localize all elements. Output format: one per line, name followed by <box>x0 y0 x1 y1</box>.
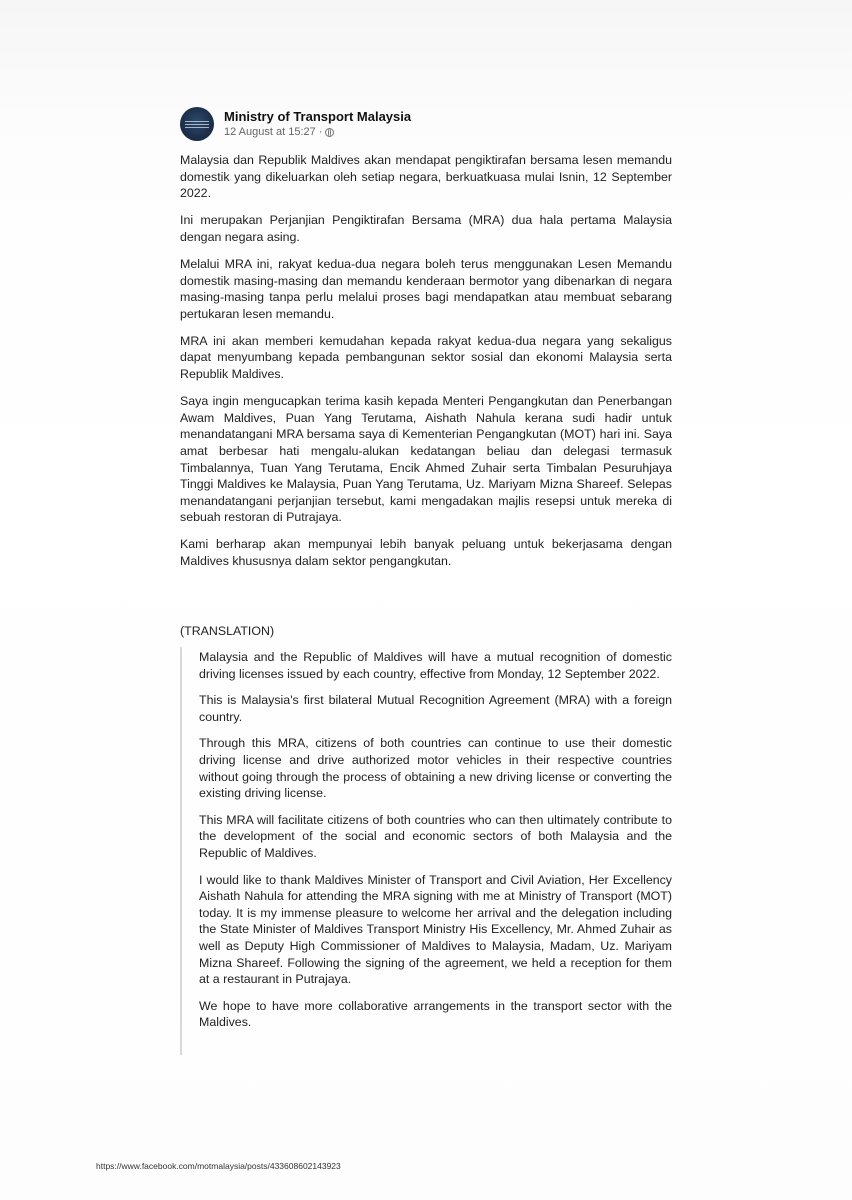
timestamp-text[interactable]: 12 August at 15:27 · <box>224 126 323 138</box>
paragraph-ms-1: Malaysia dan Republik Maldives akan mendapat pengiktirafan bersama lesen memandu domestik yang dikeluarkan oleh setiap negara, berkuatkuasa mulai Isnin, 12 September 2022. <box>180 153 672 201</box>
post-timestamp <box>224 125 411 139</box>
paragraph-en-1: Malaysia and the Republic of Maldives will have a mutual recognition of domestic driving licenses issued by each country, effective from Monday, 12 September 2022. <box>199 650 672 681</box>
paragraph-en-3: Through this MRA, citizens of both countries can continue to use their domestic driving license and drive authorized motor vehicles in their respective countries without going through the process of obtaining a new driving license or converting the existing driving license. <box>199 736 672 801</box>
post-body-malay <box>180 152 672 570</box>
post-meta <box>224 109 411 139</box>
paragraph-en-2: This is Malaysia's first bilateral Mutual Recognition Agreement (MRA) with a foreign country. <box>199 693 672 724</box>
page-name[interactable]: Ministry of Transport Malaysia <box>224 109 412 124</box>
paragraph-ms-3: Melalui MRA ini, rakyat kedua-dua negara boleh terus menggunakan Lesen Memandu domestik masing-masing dan memandu kenderaan bermotor yang dibenarkan di negara masing-masing tanpa perlu melalui proses bagi mendapatkan atau membuat sebarang pertukaran lesen memandu. <box>180 256 672 321</box>
translation-quote-block <box>180 647 672 1055</box>
post-header <box>180 104 672 144</box>
footer-url: https://www.facebook.com/motmalaysia/posts/433608602143923 <box>96 1161 341 1171</box>
globe-icon <box>325 128 334 137</box>
paragraph-ms-2: Ini merupakan Perjanjian Pengiktirafan Bersama (MRA) dua hala pertama Malaysia dengan negara asing. <box>180 213 672 244</box>
paragraph-en-4: This MRA will facilitate citizens of both countries who can then ultimately contribute to the development of the social and economic sectors of both Malaysia and the Republic of Maldives. <box>199 812 672 860</box>
paragraph-en-5: I would like to thank Maldives Minister of Transport and Civil Aviation, Her Excellency Aishath Nahula for attending the MRA signing with me at Ministry of Transport (MOT) today. It is my immense pleasure to welcome her arrival and the delegation including the State Minister of Maldives Transport Ministry His Excellency, Mr. Ahmed Zuhair as well as Deputy High Commissioner of Maldives to Malaysia, Madam, Uz. Mariyam Mizna Shareef. Following the signing of the agreement, we held a reception for them at a restaurant in Putrajaya. <box>199 872 672 987</box>
paragraph-en-6: We hope to have more collaborative arrangements in the transport sector with the Maldives. <box>199 998 672 1030</box>
logo-text-lines <box>185 121 209 128</box>
facebook-post <box>180 104 672 580</box>
paragraph-ms-4: MRA ini akan memberi kemudahan kepada rakyat kedua-dua negara yang sekaligus dapat menyumbang kepada pembangunan sektor sosial dan ekonomi Malaysia serta Republik Maldives. <box>180 333 672 382</box>
ministry-logo-icon[interactable] <box>180 107 214 141</box>
paragraph-ms-5: Saya ingin mengucapkan terima kasih kepada Menteri Pengangkutan dan Penerbangan Awam Maldives, Puan Yang Terutama, Aishath Nahula kerana sudi hadir untuk menandatangani MRA bersama saya di Kementerian Pengangkutan (MOT) hari ini. Saya amat berbesar hati mengalu-alukan kedatangan beliau dan delegasi termasuk Timbalannya, Tuan Yang Terutama, Encik Ahmed Zuhair serta Timbalan Pesuruhjaya Tinggi Maldives ke Malaysia, Puan Yang Terutama, Uz. Mariyam Mizna Shareef. Selepas menandatangani perjanjian tersebut, kami mengadakan majlis resepsi untuk mereka di sebuah restoran di Putrajaya. <box>180 394 672 525</box>
paragraph-ms-6: Kami berharap akan mempunyai lebih banyak peluang untuk bekerjasama dengan Maldives khususnya dalam sektor pengangkutan. <box>180 537 672 568</box>
translation-label: (TRANSLATION) <box>180 624 275 638</box>
